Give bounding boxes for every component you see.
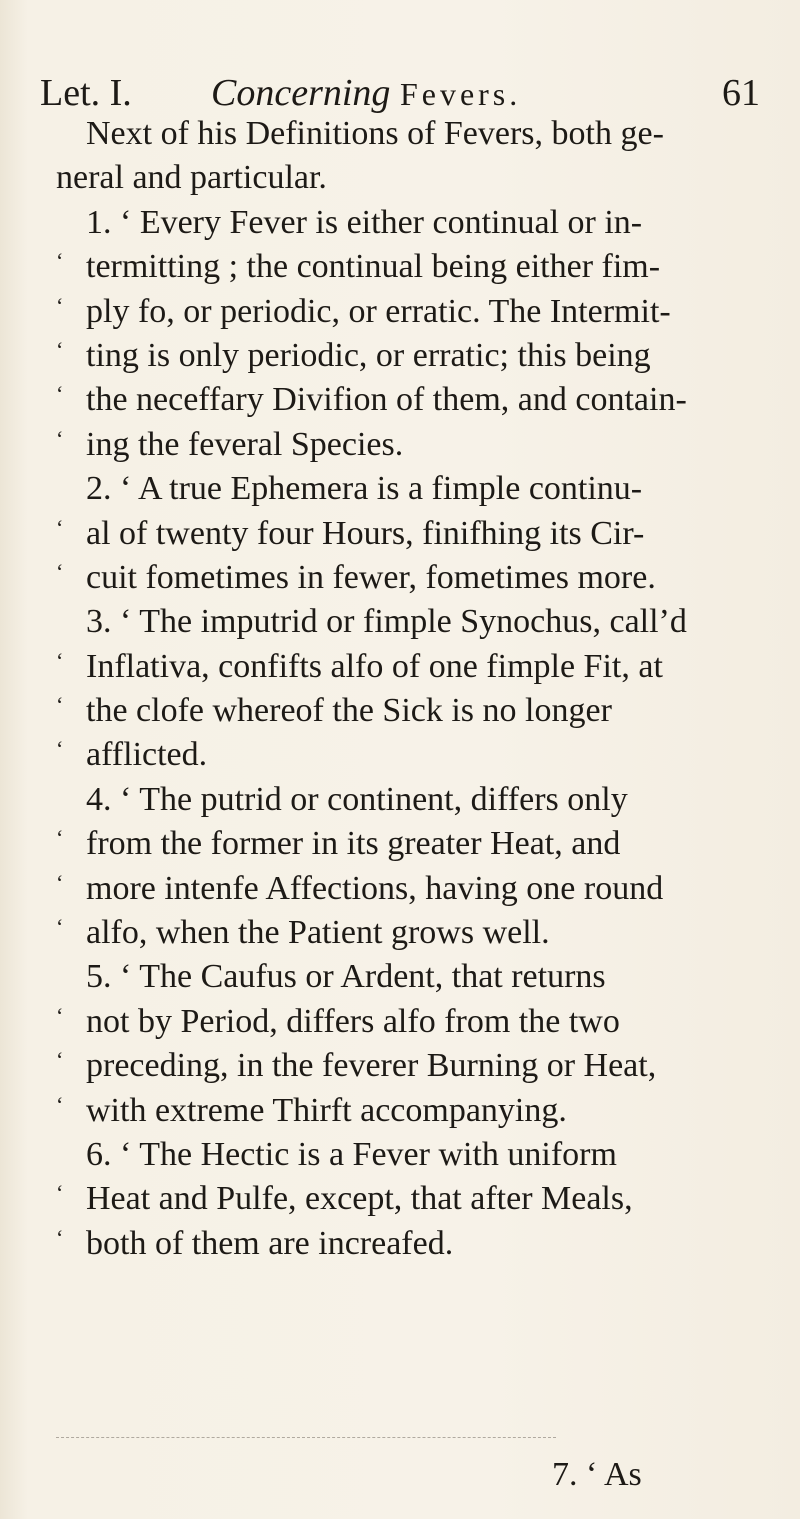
line-text: more intenfe Affections, having one round <box>86 869 664 907</box>
line-text: Heat and Pulfe, except, that after Meals, <box>86 1180 633 1218</box>
text-line <box>56 112 766 156</box>
text-line <box>56 245 766 289</box>
quote-mark: ‘ <box>56 336 64 362</box>
line-text: cuit fometimes in fewer, fometimes more. <box>86 558 656 596</box>
line-text: the clofe whereof the Sick is no longer <box>86 692 612 730</box>
text-line <box>56 556 766 600</box>
line-text: with extreme Thirft accompanying. <box>86 1091 567 1129</box>
quote-mark: ‘ <box>56 1091 64 1117</box>
line-text: preceding, in the feverer Burning or Heat, <box>86 1047 657 1085</box>
quote-mark: ‘ <box>56 1047 64 1073</box>
line-text: 5. ‘ The Caufus or Ardent, that returns <box>86 958 606 996</box>
text-line <box>56 645 766 689</box>
text-line <box>56 689 766 733</box>
quote-mark: ‘ <box>56 869 64 895</box>
page-number: 61 <box>722 72 760 114</box>
text-line <box>56 201 766 245</box>
line-text: ply fo, or periodic, or erratic. The Intermit- <box>86 292 671 330</box>
text-line <box>56 867 766 911</box>
quote-mark: ‘ <box>56 514 64 540</box>
text-line <box>56 1222 766 1266</box>
quote-mark: ‘ <box>56 825 64 851</box>
quote-mark: ‘ <box>56 692 64 718</box>
running-header <box>40 70 760 116</box>
letter-number: Let. I. <box>40 72 132 114</box>
text-line <box>56 822 766 866</box>
line-text: termitting ; the continual being either fim- <box>86 248 661 286</box>
line-text: ting is only periodic, or erratic; this being <box>86 336 651 374</box>
line-text: neral and particular. <box>56 159 327 197</box>
quote-mark: ‘ <box>56 1002 64 1028</box>
text-line <box>56 423 766 467</box>
quote-mark: ‘ <box>56 558 64 584</box>
quote-mark: ‘ <box>56 647 64 673</box>
text-line <box>56 1089 766 1133</box>
quote-mark: ‘ <box>56 425 64 451</box>
text-line <box>56 911 766 955</box>
line-text: 4. ‘ The putrid or continent, differs only <box>86 780 628 818</box>
quote-mark: ‘ <box>56 1224 64 1250</box>
line-text: alfo, when the Patient grows well. <box>86 914 550 952</box>
quote-mark: ‘ <box>56 248 64 274</box>
quote-mark: ‘ <box>56 736 64 762</box>
running-title-caps: Fevers. <box>399 76 522 112</box>
divider <box>56 1437 556 1438</box>
text-line <box>56 1044 766 1088</box>
line-text: ing the feveral Species. <box>86 425 404 463</box>
line-text: 3. ‘ The imputrid or fimple Synochus, call’d <box>86 603 687 641</box>
line-text: Next of his Definitions of Fevers, both ge- <box>86 115 664 152</box>
catchword: 7. ‘ As <box>552 1456 642 1493</box>
line-text: both of them are increafed. <box>86 1224 454 1262</box>
running-title <box>211 70 521 117</box>
text-line <box>56 1177 766 1221</box>
text-line <box>56 334 766 378</box>
quote-mark: ‘ <box>56 292 64 318</box>
line-text: afflicted. <box>86 736 208 774</box>
quote-mark: ‘ <box>56 381 64 407</box>
text-line <box>56 378 766 422</box>
line-text: 2. ‘ A true Ephemera is a fimple continu- <box>86 470 643 508</box>
text-line <box>56 778 766 822</box>
quote-mark: ‘ <box>56 1180 64 1206</box>
text-line <box>56 733 766 777</box>
quote-mark: ‘ <box>56 914 64 940</box>
line-text: 1. ‘ Every Fever is either continual or in- <box>86 203 643 241</box>
line-text: from the former in its greater Heat, and <box>86 825 621 863</box>
line-text: Inflativa, confifts alfo of one fimple Fit, at <box>86 647 663 685</box>
text-line <box>56 1000 766 1044</box>
text-line <box>56 1133 766 1177</box>
text-line <box>56 600 766 644</box>
line-text: al of twenty four Hours, finifhing its Cir- <box>86 514 645 552</box>
text-line <box>56 955 766 999</box>
line-text: 6. ‘ The Hectic is a Fever with uniform <box>86 1135 617 1173</box>
text-line <box>56 467 766 511</box>
text-line <box>56 512 766 556</box>
line-text: the neceffary Divifion of them, and contain- <box>86 381 687 419</box>
text-line <box>56 290 766 334</box>
body-text <box>56 112 766 1266</box>
text-line <box>56 156 766 200</box>
running-title-italic: Concerning <box>211 72 391 114</box>
line-text: not by Period, differs alfo from the two <box>86 1002 620 1040</box>
